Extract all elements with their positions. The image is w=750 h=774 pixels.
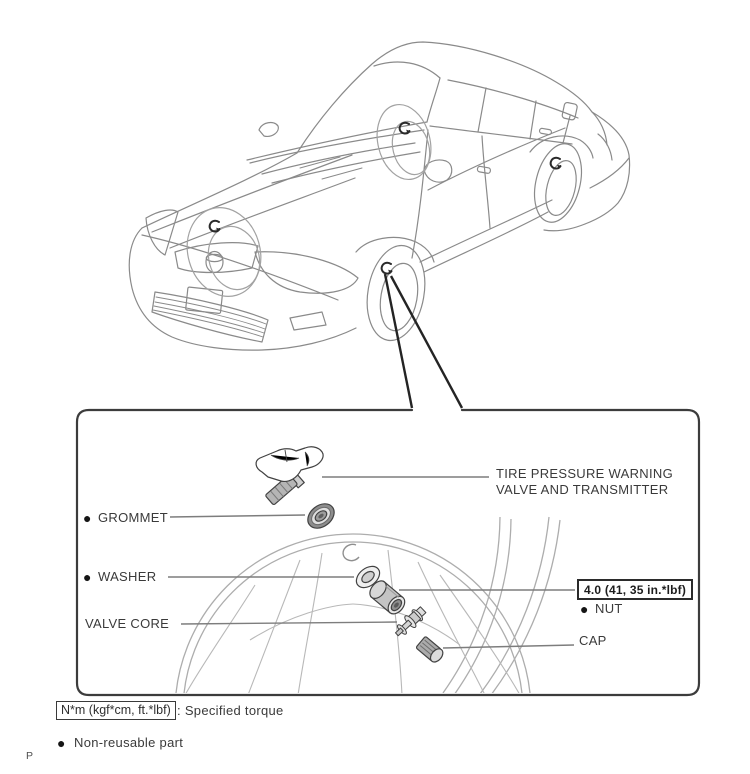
label-nut: NUT (595, 601, 623, 616)
driver-mirror (259, 123, 278, 137)
car-illustration (129, 42, 629, 350)
front-wheel-arch (356, 237, 434, 262)
car-silhouette (142, 42, 630, 228)
door-seam-rear (482, 136, 490, 228)
cap-drawing (416, 636, 446, 664)
sensor-mark-front-left (210, 221, 221, 233)
label-washer: WASHER (98, 569, 157, 584)
non-reusable-bullet-washer: ● (83, 569, 92, 585)
exploded-parts (256, 447, 445, 665)
legend-torque-box: N*m (kgf*cm, ft.*lbf) (56, 701, 176, 720)
leader-lines (168, 477, 575, 648)
grommet-drawing (303, 499, 339, 533)
non-reusable-bullet-grommet: ● (83, 510, 92, 526)
legend-non-reusable-label: Non-reusable part (74, 735, 184, 750)
pointer-wedge (385, 274, 462, 408)
hood-crease (152, 155, 352, 232)
wheel-art (175, 517, 560, 774)
rear-tire (527, 139, 589, 227)
leader-cap (443, 645, 574, 648)
valve-hole-mark (343, 544, 359, 560)
label-transmitter-line2: VALVE AND TRANSMITTER (496, 482, 669, 497)
headlight-left (146, 210, 178, 255)
label-valve-core: VALVE CORE (85, 616, 170, 631)
sensor-mark-rear-right (551, 158, 562, 170)
label-grommet: GROMMET (98, 510, 168, 525)
ghost-wheel-rear-left (370, 99, 439, 185)
tpms-sensor-drawing (256, 447, 323, 508)
windshield (374, 62, 440, 78)
legend-torque-meaning: : Specified torque (177, 703, 284, 718)
door-handle-front (477, 166, 491, 174)
page-mark: P (26, 750, 34, 762)
leader-grommet (170, 515, 305, 517)
label-cap: CAP (579, 633, 607, 648)
torque-spec-box: 4.0 (41, 35 in.*lbf) (577, 579, 693, 600)
sensor-mark-rear-left (400, 123, 411, 135)
label-transmitter-line1: TIRE PRESSURE WARNING (496, 466, 674, 481)
fog-light (290, 312, 326, 330)
leader-valve-core (181, 622, 397, 624)
door-seam-front (412, 130, 428, 258)
sensor-mark-front-right (382, 263, 393, 275)
non-reusable-bullet-nut: ● (580, 601, 589, 617)
side-windows (448, 80, 578, 118)
legend-non-reusable-bullet: ● (57, 735, 66, 751)
